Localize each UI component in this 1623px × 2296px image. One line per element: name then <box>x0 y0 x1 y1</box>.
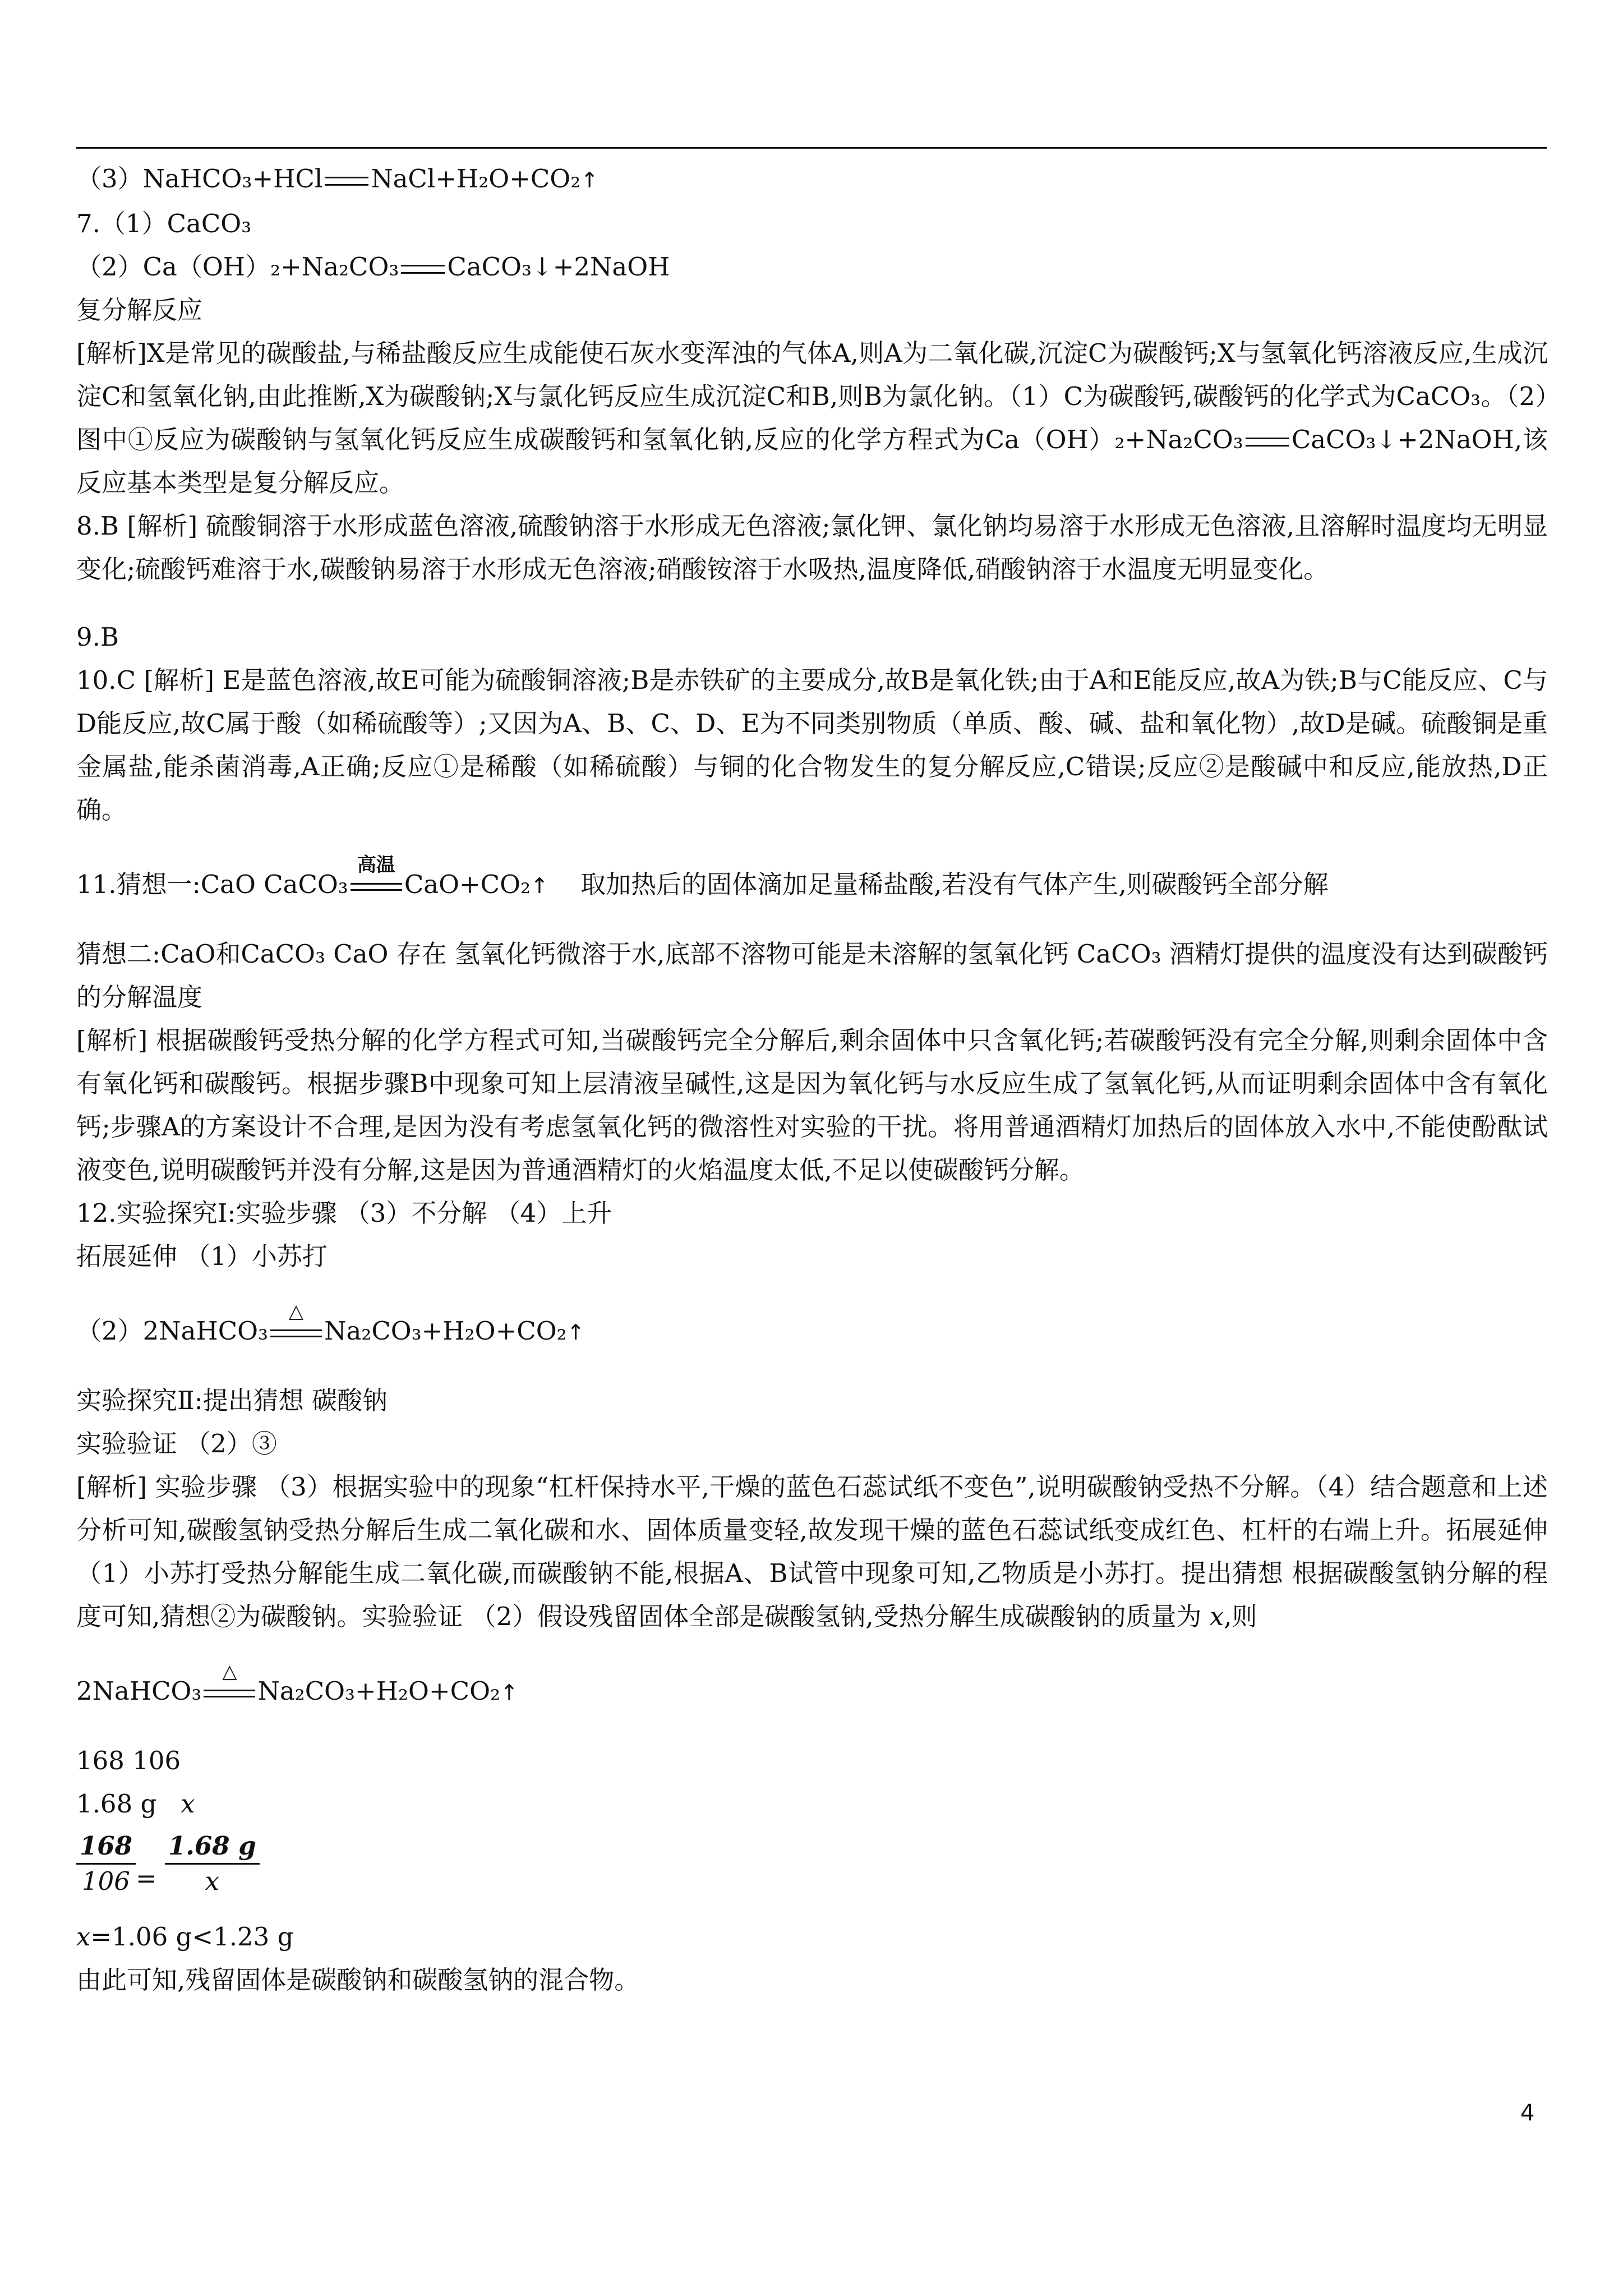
calc-equation: 2NaHCO₃ △ Na₂CO₃+H₂O+CO₂↑ <box>76 1660 518 1706</box>
fraction-left: $\frac{168}{106}$ <box>76 1829 136 1898</box>
equals-sign <box>401 265 445 274</box>
q7-analysis: [解析]X是常见的碳酸盐,与稀盐酸反应生成能使石灰水变浑浊的气体A,则A为二氧化碳,沉淀C为碳酸钙;X与氢氧化钙溶液反应,生成沉淀C和氢氧化钠,由此推断,X为碳酸钠;X与氯化钙反应生成沉淀C和B,则B为氯化钠。（1）C为碳酸钙,碳酸钙的化学式为CaCO₃。（2）图中①反应为碳酸钠与氢氧化钙反应生成碳酸钙和氢氧化钠,反应的化学方程式为Ca（OH）₂+Na₂CO₃ CaCO₃↓+2NaOH,该反应基本类型是复分解反应。 <box>76 338 1548 498</box>
q6-part3: （3）NaHCO₃+HCl NaCl+H₂O+CO₂↑ <box>76 164 599 194</box>
gas-up-arrow-icon: ↑ <box>500 1680 518 1705</box>
calc-molar-masses: 168 106 <box>76 1746 181 1775</box>
answer-content <box>76 157 1548 2001</box>
equals-sign <box>1246 438 1289 447</box>
reaction-condition: 高温 <box>351 883 402 891</box>
q12-experiment-1: 12.实验探究Ⅰ:实验步骤 （3）不分解 （4）上升 <box>76 1198 612 1228</box>
q7-part1: 7.（1）CaCO₃ <box>76 209 252 238</box>
q11-analysis: [解析] 根据碳酸钙受热分解的化学方程式可知,当碳酸钙完全分解后,剩余固体中只含氧化钙;若碳酸钙没有完全分解,则剩余固体中含有氧化钙和碳酸钙。根据步骤B中现象可知上层清液呈碱性,这是因为氧化钙与水反应生成了氢氧化钙,从而证明剩余固体中含有氧化钙;步骤A的方案设计不合理,是因为没有考虑氢氧化钙的微溶性对实验的干扰。将用普通酒精灯加热后的固体放入水中,不能使酚酞试液变色,说明碳酸钙并没有分解,这是因为普通酒精灯的火焰温度太低,不足以使碳酸钙分解。 <box>76 1025 1548 1185</box>
q10-answer: 10.C [解析] E是蓝色溶液,故E可能为硫酸铜溶液;B是赤铁矿的主要成分,故B是氧化铁;由于A和E能反应,故A为铁;B与C能反应、C与D能反应,故C属于酸（如稀硫酸等）;又因为A、B、C、D、E为不同类别物质（单质、酸、碱、盐和氧化物）,故D是碱。硫酸铜是重金属盐,能杀菌消毒,A正确;反应①是稀酸（如稀硫酸）与铜的化合物发生的复分解反应,C错误;反应②是酸碱中和反应,能放热,D正确。 <box>76 665 1548 825</box>
q12-verification: 实验验证 （2）③ <box>76 1429 277 1458</box>
reaction-condition: △ <box>204 1690 255 1697</box>
gas-up-arrow-icon: ↑ <box>531 873 548 898</box>
q8-answer: 8.B [解析] 硫酸铜溶于水形成蓝色溶液,硫酸钠溶于水形成无色溶液;氯化钾、氯化钠均易溶于水形成无色溶液,且溶解时温度均无明显变化;硫酸钙难溶于水,碳酸钠易溶于水形成无色溶液;硝酸铵溶于水吸热,温度降低,硝酸钠溶于水温度无明显变化。 <box>76 511 1548 584</box>
q11-hypothesis-1: 11.猜想一:CaO CaCO₃ 高温 CaO+CO₂↑ 取加热后的固体滴加足量稀盐酸,若没有气体产生,则碳酸钙全部分解 <box>76 853 1329 899</box>
gas-up-arrow-icon: ↑ <box>580 168 599 192</box>
conclusion: 由此可知,残留固体是碳酸钠和碳酸氢钠的混合物。 <box>76 1965 640 1995</box>
calc-proportion: $\frac{168}{106}$ = $\frac{1.68 g}{x}$ <box>76 1825 1548 1915</box>
reaction-condition: △ <box>270 1329 322 1337</box>
q12-analysis: [解析] 实验步骤 （3）根据实验中的现象“杠杆保持水平,干燥的蓝色石蕊试纸不变色”,说明碳酸钠受热不分解。（4）结合题意和上述分析可知,碳酸氢钠受热分解后生成二氧化碳和水、固体质量变轻,故发现干燥的蓝色石蕊试纸变成红色、杠杆的右端上升。拓展延伸 （1）小苏打受热分解能生成二氧化碳,而碳酸钠不能,根据A、B试管中现象可知,乙物质是小苏打。提出猜想 根据碳酸氢钠分解的程度可知,猜想②为碳酸钠。实验验证 （2）假设残留固体全部是碳酸氢钠,受热分解生成碳酸钠的质量为 x,则 <box>76 1472 1548 1631</box>
calc-masses: 1.68 g x <box>76 1789 195 1819</box>
q12-experiment-2: 实验探究Ⅱ:提出猜想 碳酸钠 <box>76 1386 388 1415</box>
gas-up-arrow-icon: ↑ <box>566 1320 585 1345</box>
q12-extension: 拓展延伸 （1）小苏打 <box>76 1241 328 1271</box>
q7-part2: （2）Ca（OH）₂+Na₂CO₃ CaCO₃↓+2NaOH <box>76 252 670 282</box>
calc-result: x=1.06 g<1.23 g <box>76 1922 294 1952</box>
q11-hypothesis-2: 猜想二:CaO和CaCO₃ CaO 存在 氢氧化钙微溶于水,底部不溶物可能是未溶解的氢氧化钙 CaCO₃ 酒精灯提供的温度没有达到碳酸钙的分解温度 <box>76 939 1548 1012</box>
header-rule <box>76 147 1547 149</box>
q7-reaction-type: 复分解反应 <box>76 295 203 325</box>
equals-sign <box>325 177 368 186</box>
q9-answer: 9.B <box>76 622 119 652</box>
fraction-right: $\frac{1.68 g}{x}$ <box>165 1829 260 1898</box>
page-number: 4 <box>1520 2100 1535 2126</box>
q12-equation: （2）2NaHCO₃ △ Na₂CO₃+H₂O+CO₂↑ <box>76 1300 585 1346</box>
